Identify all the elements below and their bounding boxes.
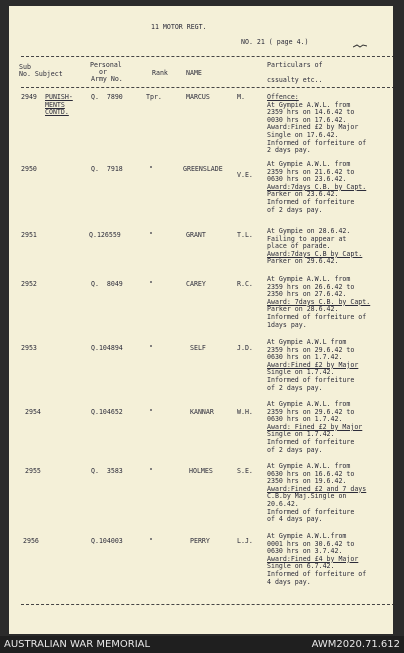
particulars-line: 0630 hrs on 16.6.42 to <box>267 469 355 478</box>
header-no-subject: No. Subject <box>19 70 63 78</box>
archive-footer <box>0 636 404 653</box>
entry-initials: T.L. <box>237 231 253 239</box>
particulars-line: C.B.by Maj.Single on <box>267 492 347 501</box>
particulars-line: Parker on 28.6.42. <box>267 305 339 314</box>
particulars-line: Award:Fined £2 and 7 days <box>267 484 367 493</box>
particulars-line: Award:7days C.B by Capt. <box>267 249 363 258</box>
entry-army-no: Q.104652 <box>91 408 123 416</box>
entry-number: 2952 <box>21 280 37 288</box>
header-casualty: cssualty etc.. <box>267 76 323 84</box>
entry-army-no: Q.126559 <box>89 231 121 239</box>
entry-army-no: Q. 8049 <box>91 280 123 288</box>
entry-surname: GREENSLADE <box>183 165 223 173</box>
particulars-line: of 2 days pay. <box>267 445 323 454</box>
header-personal: Personal <box>90 61 122 69</box>
particulars-line: Informed of forfeiture of <box>267 313 367 321</box>
particulars-line: 0630 hrs on 23.6.42. <box>267 175 347 184</box>
entry-initials: J.D. <box>237 344 253 352</box>
entry-army-no: Q. 7890 <box>91 93 123 101</box>
entry-initials: V.E. <box>237 171 253 179</box>
particulars-line: 2359 hrs on 26.6.42 to <box>267 282 355 291</box>
particulars-line: Single on 1.7.42. <box>267 430 335 439</box>
header-name: NAME <box>186 69 202 77</box>
particulars-line: Informed of forfeiture of <box>267 570 367 578</box>
particulars-line: Offence: <box>267 93 299 101</box>
particulars-line: At Gympie A.W.L. from <box>267 160 351 168</box>
particulars-line: Award:Fined £2 by Major <box>267 123 359 132</box>
particulars-line: At Gympie A.W.L. from <box>267 400 351 408</box>
entry-number: 2954 <box>25 408 41 416</box>
particulars-line: 2359 hrs on 14.6.42 to <box>267 108 355 117</box>
entry-number: 2949 <box>21 93 37 101</box>
entry-initials: S.E. <box>237 467 253 475</box>
particulars-line: At Gympie A.W.L from <box>267 338 347 346</box>
particulars-line: 2359 hrs on 29.6.42 to <box>267 345 355 354</box>
particulars-line: Parker on 29.6.42. <box>267 257 339 266</box>
particulars-line: 0030 hrs on 17.6.42. <box>267 115 347 124</box>
particulars-line: 0001 hrs on 30.6.42 to <box>267 539 355 548</box>
particulars-line: place of parade. <box>267 242 331 251</box>
particulars-line: 20.6.42. <box>267 500 299 508</box>
entry-surname: HOLMES <box>189 467 213 475</box>
entry-surname: GRANT <box>186 231 206 239</box>
particulars-line: 2359 hrs on 29.6.42 to <box>267 407 355 416</box>
particulars-line: 0630 hrs on 1.7.42. <box>267 415 343 424</box>
particulars-line: Single on 6.7.42. <box>267 562 335 571</box>
particulars-line: Informed of forfeiture of <box>267 138 367 147</box>
particulars-line: Award:7days C.B. by Capt. <box>267 182 367 191</box>
entry-initials: R.C. <box>237 280 253 288</box>
particulars-line: Informed of forfeiture <box>267 376 355 384</box>
particulars-line: 2359 hrs on 21.6.42 to <box>267 167 355 176</box>
entry-surname: CAREY <box>186 280 206 288</box>
header-army-no: Army No. <box>91 75 123 83</box>
entry-initials: W.H. <box>237 408 253 416</box>
entry-subject-line: CONTD. <box>45 108 69 117</box>
footer-institution: AUSTRALIAN WAR MEMORIAL <box>4 639 151 650</box>
particulars-line: At Gympie A.W.L.from <box>267 532 347 540</box>
particulars-line: 4 days pay. <box>267 577 311 586</box>
entry-subject-line: PUNISH- <box>45 93 73 101</box>
document-page <box>9 6 393 634</box>
particulars-line: 0630 hrs on 3.7.42. <box>267 547 343 556</box>
particulars-line: 1days pay. <box>267 320 307 329</box>
particulars-line: Award:Fined £4 by Major <box>267 554 359 563</box>
particulars-line: Single on 17.6.42. <box>267 131 339 139</box>
footer-accession-number: AWM2020.71.612 <box>311 639 400 650</box>
particulars-line: of 2 days pay. <box>267 383 323 392</box>
entry-number: 2953 <box>21 344 37 352</box>
particulars-line: Failing to appear at <box>267 234 347 243</box>
particulars-line: Parker on 23.6.42. <box>267 190 339 199</box>
particulars-line: of 2 days pay. <box>267 205 323 214</box>
header-bottom-rule <box>21 87 393 88</box>
handwritten-mark <box>353 44 367 48</box>
header-particulars: Particulars of <box>267 61 323 69</box>
entry-subject-line: MENTS <box>45 100 65 109</box>
entry-number: 2951 <box>21 231 37 239</box>
header-sub: Sub <box>19 63 31 71</box>
header-or: or <box>99 68 107 76</box>
entry-initials: M. <box>237 93 245 101</box>
particulars-line: Informed of forfeiture <box>267 438 355 446</box>
page-reference: NO. 21 ( page 4.) <box>241 38 309 46</box>
header-rank: Rank <box>152 69 168 77</box>
entry-surname: SELF <box>190 344 206 352</box>
particulars-line: At Gympie on 28.6.42. <box>267 227 351 235</box>
entry-rank: " <box>149 280 153 288</box>
particulars-line: of 4 days pay. <box>267 515 323 524</box>
particulars-line: 2 days pay. <box>267 146 311 155</box>
particulars-line: Award: Fined £2 by Major <box>267 422 363 431</box>
particulars-line: Award:Fined £2 by Major <box>267 360 359 369</box>
entry-rank: Tpr. <box>146 93 162 101</box>
entry-rank: " <box>149 344 153 352</box>
entry-surname: PERRY <box>190 537 210 545</box>
entry-surname: KANNAR <box>190 408 214 416</box>
particulars-line: Informed of forfeiture <box>267 507 355 516</box>
entry-rank: " <box>149 408 153 416</box>
entry-army-no: Q. 7918 <box>91 165 123 173</box>
particulars-line: Single on 1.7.42. <box>267 368 335 377</box>
entry-rank: " <box>149 467 153 475</box>
particulars-line: 2350 hrs on 19.6.42. <box>267 477 347 486</box>
page-bottom-rule <box>21 604 393 605</box>
entry-number: 2955 <box>25 467 41 475</box>
entry-initials: L.J. <box>237 537 253 545</box>
entry-rank: " <box>149 165 153 173</box>
entry-rank: " <box>149 231 153 239</box>
entry-army-no: Q.104003 <box>91 537 123 545</box>
entry-army-no: Q. 3583 <box>91 467 123 475</box>
entry-surname: MARCUS <box>186 93 210 101</box>
particulars-line: At Gympie A.W.L. from <box>267 462 351 470</box>
particulars-line: Award: 7days C.B. by Capt. <box>267 297 371 306</box>
particulars-line: 2350 hrs on 27.6.42. <box>267 290 347 299</box>
entry-number: 2956 <box>23 537 39 545</box>
particulars-line: At Gympie A.W.L. from <box>267 275 351 283</box>
entry-army-no: Q.104894 <box>91 344 123 352</box>
entry-number: 2950 <box>21 165 37 173</box>
particulars-line: Informed of forfeiture <box>267 198 355 206</box>
particulars-line: At Gympie A.W.L. from <box>267 100 351 109</box>
entry-rank: " <box>149 537 153 545</box>
particulars-line: 0630 hrs on 1.7.42. <box>267 353 343 362</box>
document-title: 11 MOTOR REGT. <box>151 23 207 31</box>
header-top-rule <box>21 56 393 57</box>
